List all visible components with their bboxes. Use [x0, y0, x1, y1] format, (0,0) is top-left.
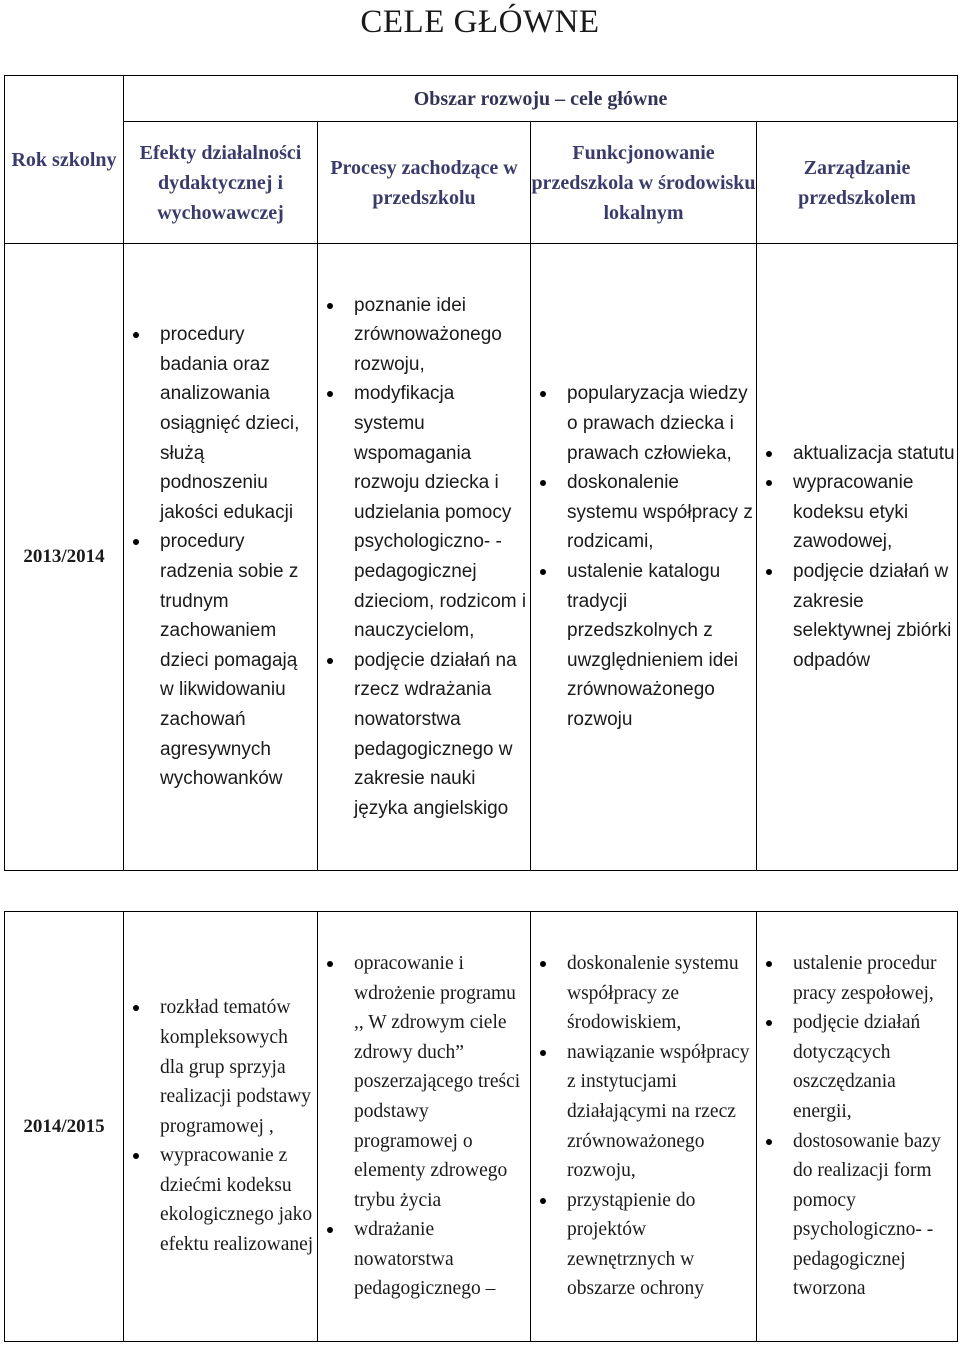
cell-processes — [318, 244, 531, 871]
list-item: aktualizacja statutu — [757, 439, 957, 469]
header-row-area — [5, 76, 958, 122]
bullet-icon — [540, 391, 546, 397]
header-col-processes: Procesy zachodzące w przedszkolu — [318, 122, 531, 244]
bullet-icon — [766, 451, 772, 457]
list-item: opracowanie i wdrożenie programu ,, W zdrowym ciele zdrowy duch” poszerzającego treści podstawy programowej o elementy zdrowego trybu życia — [318, 949, 530, 1215]
bullet-icon — [540, 961, 546, 967]
bullet-icon — [133, 1153, 139, 1159]
cell-management — [757, 244, 958, 871]
cell-management — [757, 912, 958, 1342]
list-item: doskonalenie systemu współpracy ze środowiskiem, — [531, 949, 756, 1038]
bullet-icon — [133, 1005, 139, 1011]
cell-environment — [531, 912, 757, 1342]
list-item: podjęcie działań na rzecz wdrażania nowatorstwa pedagogicznego w zakresie nauki języka angielskigo — [318, 646, 530, 824]
list-item: podjęcie działań w zakresie selektywnej zbiórki odpadów — [757, 557, 957, 675]
list-item: ustalenie katalogu tradycji przedszkolnych z uwzględnieniem idei zrównoważonego rozwoju — [531, 557, 756, 735]
cell-effects — [124, 912, 318, 1342]
header-area: Obszar rozwoju – cele główne — [124, 76, 958, 122]
year-cell: 2014/2015 — [5, 912, 124, 1342]
bullet-icon — [327, 303, 333, 309]
year-cell: 2013/2014 — [5, 244, 124, 871]
bullet-icon — [327, 961, 333, 967]
list-item: wypracowanie z dziećmi kodeksu ekologicznego jako efektu realizowanej — [124, 1141, 317, 1259]
header-year: Rok szkolny — [5, 76, 124, 244]
bullet-icon — [540, 1050, 546, 1056]
header-col-management: Zarządzanie przedszkolem — [757, 122, 958, 244]
list-item: poznanie idei zrównoważonego rozwoju, — [318, 291, 530, 380]
bullet-icon — [766, 569, 772, 575]
bullet-icon — [133, 539, 139, 545]
list-item: rozkład tematów kompleksowych dla grup sprzyja realizacji podstawy programowej , — [124, 993, 317, 1141]
list-item: nawiązanie współpracy z instytucjami działającymi na rzecz zrównoważonego rozwoju, — [531, 1038, 756, 1186]
list-item: wypracowanie kodeksu etyki zawodowej, — [757, 468, 957, 557]
cell-environment — [531, 244, 757, 871]
bullet-icon — [540, 1198, 546, 1204]
list-item: przystąpienie do projektów zewnętrznych w obszarze ochrony — [531, 1186, 756, 1304]
list-item: dostosowanie bazy do realizacji form pomocy psychologiczno- -pedagogicznej tworzona — [757, 1127, 957, 1305]
row-spacer — [5, 871, 958, 912]
bullet-icon — [766, 1020, 772, 1026]
list-item: wdrażanie nowatorstwa pedagogicznego – — [318, 1215, 530, 1304]
bullet-icon — [327, 1227, 333, 1233]
table-row-2013 — [5, 244, 958, 871]
list-item: modyfikacja systemu wspomagania rozwoju dziecka i udzielania pomocy psychologiczno- -pedagogicznej dzieciom, rodzicom i nauczycielom, — [318, 379, 530, 645]
list-item: procedury radzenia sobie z trudnym zachowaniem dzieci pomagają w likwidowaniu zachowań agresywnych wychowanków — [124, 527, 317, 793]
bullet-icon — [540, 569, 546, 575]
list-item: procedury badania oraz analizowania osiągnięć dzieci, służą podnoszeniu jakości edukacji — [124, 320, 317, 527]
list-item: doskonalenie systemu współpracy z rodzicami, — [531, 468, 756, 557]
cell-effects — [124, 244, 318, 871]
cell-processes — [318, 912, 531, 1342]
bullet-icon — [133, 332, 139, 338]
bullet-icon — [327, 658, 333, 664]
list-item: ustalenie procedur pracy zespołowej, — [757, 949, 957, 1008]
list-item: popularyzacja wiedzy o prawach dziecka i prawach człowieka, — [531, 379, 756, 468]
header-row-columns — [5, 122, 958, 244]
bullet-icon — [766, 961, 772, 967]
header-col-environment: Funkcjonowanie przedszkola w środowisku lokalnym — [531, 122, 757, 244]
bullet-icon — [766, 480, 772, 486]
table-row-2014 — [5, 912, 958, 1342]
bullet-icon — [540, 480, 546, 486]
bullet-icon — [766, 1139, 772, 1145]
bullet-icon — [327, 391, 333, 397]
list-item: podjęcie działań dotyczących oszczędzania energii, — [757, 1008, 957, 1126]
header-col-effects: Efekty działalności dydaktycznej i wychowawczej — [124, 122, 318, 244]
page-title: CELE GŁÓWNE — [360, 4, 600, 40]
goals-table — [4, 75, 958, 1342]
